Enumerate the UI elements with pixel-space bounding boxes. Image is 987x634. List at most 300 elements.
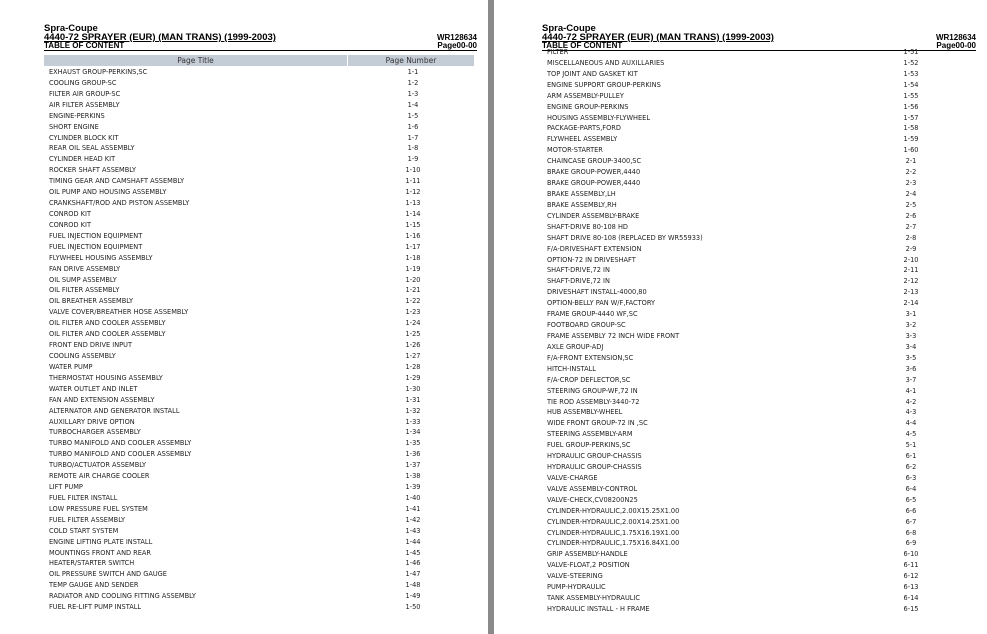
toc-entry-title: HYDRAULIC GROUP-CHASSIS bbox=[547, 463, 642, 472]
toc-entry-title: COOLING GROUP-SC bbox=[49, 78, 117, 87]
toc-entry-page: 6-1 bbox=[905, 452, 917, 461]
toc-entry-title: TOP JOINT AND GASKET KIT bbox=[547, 69, 638, 78]
toc-entry-title: VALVE COVER/BREATHER HOSE ASSEMBLY bbox=[49, 308, 189, 317]
toc-entry-page: 1-13 bbox=[405, 199, 421, 208]
toc-entry-title: BRAKE ASSEMBLY,RH bbox=[547, 200, 617, 209]
toc-entry-page: 2-14 bbox=[903, 299, 919, 308]
toc-entry-page: 6-11 bbox=[903, 561, 919, 570]
toc-entry-title: PACKAGE-PARTS,FORD bbox=[547, 124, 621, 133]
toc-entry-title: ARM ASSEMBLY-PULLEY bbox=[547, 91, 624, 100]
toc-entry-page: 1-32 bbox=[405, 406, 421, 415]
toc-entry-page: 2-8 bbox=[905, 233, 917, 242]
toc-entry-page: 1-26 bbox=[405, 341, 421, 350]
toc-entry-page: 2-4 bbox=[905, 189, 917, 198]
toc-entry-page: 4-1 bbox=[905, 386, 917, 395]
toc-entry-title: F/A-FRONT EXTENSION,SC bbox=[547, 353, 634, 362]
toc-row[interactable] bbox=[49, 427, 479, 438]
toc-entry-page: 1-55 bbox=[903, 91, 919, 100]
toc-entry-title: OIL FILTER ASSEMBLY bbox=[49, 286, 120, 295]
toc-entry-title: OPTION-72 IN DRIVESHAFT bbox=[547, 255, 636, 264]
toc-entry-title: FAN AND EXTENSION ASSEMBLY bbox=[49, 395, 155, 404]
toc-entry-title: REMOTE AIR CHARGE COOLER bbox=[49, 472, 150, 481]
toc-entry-title: FILTER bbox=[547, 48, 569, 56]
toc-entry-page: 1-8 bbox=[407, 144, 419, 153]
toc-list-left bbox=[49, 67, 479, 613]
toc-entry-page: 6-5 bbox=[905, 495, 917, 504]
toc-row[interactable] bbox=[547, 69, 977, 80]
toc-row[interactable] bbox=[49, 67, 479, 78]
toc-entry-page: 1-33 bbox=[405, 417, 421, 426]
toc-entry-title: MOTOR-STARTER bbox=[547, 146, 603, 155]
toc-entry-page: 5-1 bbox=[905, 441, 917, 450]
toc-entry-title: TURBOCHARGER ASSEMBLY bbox=[49, 428, 141, 437]
toc-row[interactable] bbox=[49, 493, 479, 504]
toc-entry-title: COLD START SYSTEM bbox=[49, 526, 119, 535]
toc-entry-title: VALVE-STEERING bbox=[547, 572, 603, 581]
toc-entry-title: CYLINDER-HYDRAULIC,2.00X15.25X1.00 bbox=[547, 506, 680, 515]
toc-entry-page: 2-11 bbox=[903, 266, 919, 275]
toc-entry-title: FUEL INJECTION EQUIPMENT bbox=[49, 231, 143, 240]
toc-row[interactable] bbox=[49, 340, 479, 351]
toc-row[interactable] bbox=[547, 364, 977, 375]
toc-entry-title: WATER OUTLET AND INLET bbox=[49, 384, 138, 393]
toc-row[interactable] bbox=[547, 298, 977, 309]
toc-entry-title: VALVE-FLOAT,2 POSITION bbox=[547, 561, 630, 570]
toc-entry-page: 1-17 bbox=[405, 242, 421, 251]
toc-row[interactable] bbox=[49, 209, 479, 220]
toc-entry-title: HOUSING ASSEMBLY-FLYWHEEL bbox=[547, 113, 651, 122]
toc-row[interactable] bbox=[49, 307, 479, 318]
toc-entry-page: 2-1 bbox=[905, 157, 917, 166]
toc-row[interactable] bbox=[49, 176, 479, 187]
toc-entry-title: OIL PUMP AND HOUSING ASSEMBLY bbox=[49, 188, 167, 197]
toc-row[interactable] bbox=[547, 560, 977, 571]
toc-entry-title: ENGINE SUPPORT GROUP-PERKINS bbox=[547, 80, 661, 89]
toc-label: TABLE OF CONTENT bbox=[44, 41, 125, 50]
toc-entry-page: 1-46 bbox=[405, 559, 421, 568]
toc-entry-title: FUEL INJECTION EQUIPMENT bbox=[49, 242, 143, 251]
toc-row[interactable] bbox=[49, 220, 479, 231]
toc-row[interactable] bbox=[49, 165, 479, 176]
toc-entry-page: 4-2 bbox=[905, 397, 917, 406]
toc-entry-title: ENGINE LIFTING PLATE INSTALL bbox=[49, 537, 153, 546]
toc-entry-page: 3-1 bbox=[905, 310, 917, 319]
toc-row[interactable] bbox=[547, 102, 977, 113]
toc-entry-title: ENGINE GROUP-PERKINS bbox=[547, 102, 629, 111]
toc-entry-title: VALVE-CHECK,CV08200N25 bbox=[547, 495, 638, 504]
toc-label: TABLE OF CONTENT bbox=[542, 41, 623, 50]
toc-entry-title: BRAKE GROUP-POWER,4440 bbox=[547, 168, 641, 177]
toc-entry-page: 1-4 bbox=[407, 100, 419, 109]
document-code: WR128634 bbox=[436, 33, 477, 42]
toc-row[interactable] bbox=[49, 198, 479, 209]
column-header-title: Page Title bbox=[44, 55, 347, 66]
toc-entry-title: SHAFT-DRIVE,72 IN bbox=[547, 266, 610, 275]
toc-row[interactable] bbox=[547, 265, 977, 276]
toc-entry-title: TANK ASSEMBLY-HYDRAULIC bbox=[547, 594, 640, 603]
toc-row[interactable] bbox=[547, 604, 977, 615]
brand-name: Spra-Coupe bbox=[542, 23, 596, 34]
toc-entry-page: 1-44 bbox=[405, 537, 421, 546]
toc-row[interactable] bbox=[547, 167, 977, 178]
toc-entry-page: 1-58 bbox=[903, 124, 919, 133]
toc-entry-page: 1-11 bbox=[405, 177, 421, 186]
toc-entry-title: MISCELLANEOUS AND AUXILLARIES bbox=[547, 58, 665, 67]
toc-entry-page: 3-7 bbox=[905, 375, 917, 384]
toc-entry-title: MOUNTINGS FRONT AND REAR bbox=[49, 548, 152, 557]
toc-entry-title: ENGINE-PERKINS bbox=[49, 111, 105, 120]
toc-row[interactable] bbox=[547, 255, 977, 266]
toc-entry-page: 1-7 bbox=[407, 133, 419, 142]
column-header-page: Page Number bbox=[348, 55, 474, 66]
toc-list-right bbox=[547, 47, 977, 615]
toc-entry-page: 1-9 bbox=[407, 155, 419, 164]
toc-entry-page: 1-22 bbox=[405, 297, 421, 306]
toc-entry-page: 6-2 bbox=[905, 463, 917, 472]
toc-row[interactable] bbox=[547, 549, 977, 560]
toc-entry-page: 2-6 bbox=[905, 211, 917, 220]
toc-entry-title: THERMOSTAT HOUSING ASSEMBLY bbox=[49, 373, 163, 382]
toc-row[interactable] bbox=[49, 122, 479, 133]
toc-entry-title: CYLINDER-HYDRAULIC,2.00X14.25X1.00 bbox=[547, 517, 680, 526]
toc-entry-page: 2-7 bbox=[905, 222, 917, 231]
toc-entry-title: CONROD KIT bbox=[49, 220, 91, 229]
toc-row[interactable] bbox=[49, 89, 479, 100]
toc-entry-title: FUEL FILTER INSTALL bbox=[49, 493, 118, 502]
toc-row[interactable] bbox=[547, 244, 977, 255]
toc-row[interactable] bbox=[547, 134, 977, 145]
toc-row[interactable] bbox=[547, 320, 977, 331]
toc-entry-page: 1-60 bbox=[903, 146, 919, 155]
toc-row[interactable] bbox=[49, 373, 479, 384]
toc-row[interactable] bbox=[547, 538, 977, 549]
toc-entry-title: FRAME GROUP-4440 WF,SC bbox=[547, 310, 638, 319]
toc-row[interactable] bbox=[547, 375, 977, 386]
toc-entry-page: 1-25 bbox=[405, 330, 421, 339]
toc-row[interactable] bbox=[49, 460, 479, 471]
toc-entry-title: OIL SUMP ASSEMBLY bbox=[49, 275, 117, 284]
toc-row[interactable] bbox=[547, 418, 977, 429]
toc-row[interactable] bbox=[49, 296, 479, 307]
toc-entry-title: CYLINDER-HYDRAULIC,1.75X16.84X1.00 bbox=[547, 539, 680, 548]
toc-row[interactable] bbox=[49, 406, 479, 417]
toc-entry-page: 1-42 bbox=[405, 515, 421, 524]
toc-entry-title: OIL FILTER AND COOLER ASSEMBLY bbox=[49, 319, 166, 328]
toc-row[interactable] bbox=[49, 231, 479, 242]
toc-entry-page: 1-52 bbox=[903, 58, 919, 67]
header-rule bbox=[44, 50, 477, 51]
toc-row[interactable] bbox=[49, 264, 479, 275]
toc-entry-title: CHAINCASE GROUP-3400,SC bbox=[547, 157, 642, 166]
toc-row[interactable] bbox=[49, 351, 479, 362]
toc-entry-page: 4-5 bbox=[905, 430, 917, 439]
toc-entry-page: 1-41 bbox=[405, 504, 421, 513]
toc-entry-title: VALVE-CHARGE bbox=[547, 473, 598, 482]
toc-row[interactable] bbox=[547, 145, 977, 156]
toc-entry-page: 1-47 bbox=[405, 570, 421, 579]
toc-row[interactable] bbox=[49, 591, 479, 602]
toc-row[interactable] bbox=[547, 80, 977, 91]
toc-entry-page: 1-57 bbox=[903, 113, 919, 122]
toc-entry-title: HEATER/STARTER SWITCH bbox=[49, 559, 135, 568]
toc-entry-title: CRANKSHAFT/ROD AND PISTON ASSEMBLY bbox=[49, 199, 190, 208]
toc-row[interactable] bbox=[547, 331, 977, 342]
toc-entry-page: 2-2 bbox=[905, 168, 917, 177]
toc-row[interactable] bbox=[547, 473, 977, 484]
toc-row[interactable] bbox=[547, 342, 977, 353]
toc-entry-title: STEERING ASSEMBLY-ARM bbox=[547, 430, 633, 439]
toc-entry-page: 1-59 bbox=[903, 135, 919, 144]
toc-row[interactable] bbox=[49, 318, 479, 329]
toc-row[interactable] bbox=[49, 526, 479, 537]
toc-entry-page: 4-4 bbox=[905, 419, 917, 428]
toc-row[interactable] bbox=[547, 287, 977, 298]
page-code: Page00-00 bbox=[936, 41, 976, 50]
toc-entry-page: 1-24 bbox=[405, 319, 421, 328]
toc-entry-page: 1-36 bbox=[405, 450, 421, 459]
toc-entry-title: FILTER AIR GROUP-SC bbox=[49, 89, 121, 98]
toc-entry-title: TURBO MANIFOLD AND COOLER ASSEMBLY bbox=[49, 439, 192, 448]
toc-entry-page: 1-5 bbox=[407, 111, 419, 120]
toc-entry-page: 4-3 bbox=[905, 408, 917, 417]
toc-entry-title: REAR OIL SEAL ASSEMBLY bbox=[49, 144, 135, 153]
toc-entry-title: LIFT PUMP bbox=[49, 483, 83, 492]
toc-row[interactable] bbox=[547, 528, 977, 539]
toc-row[interactable] bbox=[547, 189, 977, 200]
toc-entry-page: 2-9 bbox=[905, 244, 917, 253]
toc-row[interactable] bbox=[547, 47, 977, 58]
toc-entry-title: STEERING GROUP-WF,72 IN bbox=[547, 386, 638, 395]
toc-entry-page: 1-37 bbox=[405, 461, 421, 470]
toc-row[interactable] bbox=[547, 211, 977, 222]
toc-entry-page: 1-40 bbox=[405, 493, 421, 502]
toc-row[interactable] bbox=[49, 504, 479, 515]
toc-row[interactable] bbox=[49, 602, 479, 613]
toc-row[interactable] bbox=[49, 384, 479, 395]
toc-entry-page: 6-15 bbox=[903, 605, 919, 614]
toc-entry-title: EXHAUST GROUP-PERKINS,SC bbox=[49, 68, 148, 76]
toc-entry-page: 1-21 bbox=[405, 286, 421, 295]
toc-row[interactable] bbox=[547, 309, 977, 320]
toc-row[interactable] bbox=[49, 438, 479, 449]
toc-row[interactable] bbox=[547, 91, 977, 102]
toc-entry-page: 1-2 bbox=[407, 78, 419, 87]
toc-row[interactable] bbox=[547, 178, 977, 189]
toc-entry-title: FUEL GROUP-PERKINS,SC bbox=[547, 441, 631, 450]
toc-entry-title: AXLE GROUP-ADJ bbox=[547, 342, 604, 351]
toc-entry-title: TIE ROD ASSEMBLY-3440-72 bbox=[547, 397, 640, 406]
toc-row[interactable] bbox=[49, 154, 479, 165]
toc-row[interactable] bbox=[49, 111, 479, 122]
toc-entry-page: 1-34 bbox=[405, 428, 421, 437]
toc-row[interactable] bbox=[49, 395, 479, 406]
toc-entry-page: 2-10 bbox=[903, 255, 919, 264]
toc-row[interactable] bbox=[547, 462, 977, 473]
toc-row[interactable] bbox=[49, 569, 479, 580]
document-title: 4440-72 SPRAYER (EUR) (MAN TRANS) (1999-2003) bbox=[542, 32, 774, 43]
toc-entry-title: F/A-DRIVESHAFT EXTENSION bbox=[547, 244, 642, 253]
toc-entry-title: TURBO/ACTUATOR ASSEMBLY bbox=[49, 461, 147, 470]
document-title: 4440-72 SPRAYER (EUR) (MAN TRANS) (1999-2003) bbox=[44, 32, 276, 43]
toc-entry-page: 1-18 bbox=[405, 253, 421, 262]
toc-entry-page: 1-29 bbox=[405, 373, 421, 382]
toc-entry-title: HYDRAULIC GROUP-CHASSIS bbox=[547, 452, 642, 461]
toc-row[interactable] bbox=[49, 482, 479, 493]
toc-entry-page: 1-51 bbox=[903, 48, 919, 56]
toc-entry-title: PUMP-HYDRAULIC bbox=[547, 583, 606, 592]
toc-row[interactable] bbox=[49, 362, 479, 373]
toc-row[interactable] bbox=[547, 58, 977, 69]
toc-row[interactable] bbox=[547, 451, 977, 462]
toc-entry-page: 1-16 bbox=[405, 231, 421, 240]
toc-entry-page: 1-6 bbox=[407, 122, 419, 131]
toc-row[interactable] bbox=[49, 242, 479, 253]
toc-entry-page: 2-13 bbox=[903, 288, 919, 297]
toc-entry-title: SHORT ENGINE bbox=[49, 122, 99, 131]
toc-entry-page: 1-1 bbox=[407, 68, 419, 76]
right-page bbox=[494, 0, 987, 634]
toc-entry-page: 1-20 bbox=[405, 275, 421, 284]
toc-row[interactable] bbox=[49, 449, 479, 460]
toc-row[interactable] bbox=[49, 78, 479, 89]
toc-entry-title: SHAFT-DRIVE 80-108 HD bbox=[547, 222, 628, 231]
toc-entry-title: HITCH-INSTALL bbox=[547, 364, 596, 373]
left-page bbox=[0, 0, 488, 634]
toc-entry-page: 2-3 bbox=[905, 179, 917, 188]
toc-row[interactable] bbox=[547, 429, 977, 440]
toc-row[interactable] bbox=[49, 285, 479, 296]
toc-row[interactable] bbox=[547, 353, 977, 364]
toc-entry-page: 6-9 bbox=[905, 539, 917, 548]
brand-name: Spra-Coupe bbox=[44, 23, 98, 34]
toc-entry-title: AIR FILTER ASSEMBLY bbox=[49, 100, 120, 109]
toc-row[interactable] bbox=[547, 440, 977, 451]
toc-row[interactable] bbox=[547, 222, 977, 233]
toc-entry-page: 1-28 bbox=[405, 362, 421, 371]
toc-entry-title: BRAKE GROUP-POWER,4440 bbox=[547, 179, 641, 188]
toc-row[interactable] bbox=[49, 515, 479, 526]
toc-entry-title: BRAKE ASSEMBLY,LH bbox=[547, 189, 616, 198]
toc-entry-title: COOLING ASSEMBLY bbox=[49, 351, 116, 360]
toc-entry-page: 1-27 bbox=[405, 351, 421, 360]
toc-entry-page: 1-39 bbox=[405, 483, 421, 492]
toc-entry-title: ROCKER SHAFT ASSEMBLY bbox=[49, 166, 137, 175]
toc-entry-page: 6-12 bbox=[903, 572, 919, 581]
toc-entry-title: FAN DRIVE ASSEMBLY bbox=[49, 264, 121, 273]
toc-entry-page: 1-49 bbox=[405, 592, 421, 601]
toc-row[interactable] bbox=[49, 471, 479, 482]
toc-row[interactable] bbox=[49, 548, 479, 559]
toc-entry-page: 3-4 bbox=[905, 342, 917, 351]
toc-entry-page: 1-30 bbox=[405, 384, 421, 393]
toc-entry-title: HUB ASSEMBLY-WHEEL bbox=[547, 408, 623, 417]
toc-row[interactable] bbox=[547, 123, 977, 134]
toc-entry-page: 6-8 bbox=[905, 528, 917, 537]
toc-row[interactable] bbox=[49, 143, 479, 154]
toc-entry-page: 3-5 bbox=[905, 353, 917, 362]
toc-entry-page: 1-3 bbox=[407, 89, 419, 98]
toc-entry-title: DRIVESHAFT INSTALL-4000,80 bbox=[547, 288, 647, 297]
toc-row[interactable] bbox=[49, 275, 479, 286]
toc-row[interactable] bbox=[547, 386, 977, 397]
toc-entry-title: CYLINDER BLOCK KIT bbox=[49, 133, 119, 142]
toc-entry-title: TEMP GAUGE AND SENDER bbox=[49, 581, 139, 590]
toc-row[interactable] bbox=[547, 407, 977, 418]
toc-entry-page: 6-6 bbox=[905, 506, 917, 515]
toc-row[interactable] bbox=[547, 593, 977, 604]
toc-entry-title: FRONT END DRIVE INPUT bbox=[49, 341, 132, 350]
toc-row[interactable] bbox=[49, 558, 479, 569]
toc-entry-page: 1-43 bbox=[405, 526, 421, 535]
toc-entry-title: WIDE FRONT GROUP-72 IN ,SC bbox=[547, 419, 648, 428]
toc-entry-title: FOOTBOARD GROUP-SC bbox=[547, 321, 626, 330]
toc-entry-page: 2-12 bbox=[903, 277, 919, 286]
toc-entry-page: 1-50 bbox=[405, 603, 421, 612]
toc-row[interactable] bbox=[49, 417, 479, 428]
toc-entry-title: GRIP ASSEMBLY-HANDLE bbox=[547, 550, 628, 559]
toc-entry-title: OIL PRESSURE SWITCH AND GAUGE bbox=[49, 570, 167, 579]
toc-row[interactable] bbox=[49, 133, 479, 144]
toc-entry-page: 1-53 bbox=[903, 69, 919, 78]
toc-row[interactable] bbox=[49, 253, 479, 264]
toc-row[interactable] bbox=[547, 484, 977, 495]
toc-row[interactable] bbox=[547, 113, 977, 124]
toc-entry-title: ALTERNATOR AND GENERATOR INSTALL bbox=[49, 406, 180, 415]
toc-row[interactable] bbox=[547, 506, 977, 517]
toc-entry-page: 6-13 bbox=[903, 583, 919, 592]
toc-entry-page: 6-4 bbox=[905, 484, 917, 493]
document-code: WR128634 bbox=[935, 33, 976, 42]
page-code: Page00-00 bbox=[437, 41, 477, 50]
toc-row[interactable] bbox=[547, 582, 977, 593]
toc-entry-title: WATER PUMP bbox=[49, 362, 93, 371]
toc-entry-page: 1-15 bbox=[405, 220, 421, 229]
toc-row[interactable] bbox=[547, 156, 977, 167]
toc-entry-title: CYLINDER ASSEMBLY-BRAKE bbox=[547, 211, 640, 220]
toc-row[interactable] bbox=[547, 495, 977, 506]
toc-entry-title: TIMING GEAR AND CAMSHAFT ASSEMBLY bbox=[49, 177, 185, 186]
toc-entry-title: RADIATOR AND COOLING FITTING ASSEMBLY bbox=[49, 592, 196, 601]
toc-row[interactable] bbox=[547, 276, 977, 287]
toc-entry-title: CONROD KIT bbox=[49, 209, 91, 218]
toc-row[interactable] bbox=[547, 233, 977, 244]
toc-row[interactable] bbox=[49, 537, 479, 548]
toc-row[interactable] bbox=[49, 580, 479, 591]
toc-row[interactable] bbox=[49, 329, 479, 340]
toc-entry-title: FLYWHEEL HOUSING ASSEMBLY bbox=[49, 253, 153, 262]
toc-row[interactable] bbox=[49, 100, 479, 111]
toc-row[interactable] bbox=[49, 187, 479, 198]
toc-row[interactable] bbox=[547, 517, 977, 528]
toc-entry-title: VALVE ASSEMBLY-CONTROL bbox=[547, 484, 638, 493]
toc-entry-page: 3-6 bbox=[905, 364, 917, 373]
toc-row[interactable] bbox=[547, 571, 977, 582]
toc-row[interactable] bbox=[547, 397, 977, 408]
toc-row[interactable] bbox=[547, 200, 977, 211]
toc-entry-page: 1-19 bbox=[405, 264, 421, 273]
toc-entry-title: FUEL FILTER ASSEMBLY bbox=[49, 515, 126, 524]
toc-entry-page: 3-2 bbox=[905, 321, 917, 330]
toc-entry-page: 1-23 bbox=[405, 308, 421, 317]
toc-entry-page: 1-14 bbox=[405, 209, 421, 218]
toc-entry-page: 1-31 bbox=[405, 395, 421, 404]
toc-entry-page: 6-14 bbox=[903, 594, 919, 603]
toc-entry-title: OIL FILTER AND COOLER ASSEMBLY bbox=[49, 330, 166, 339]
toc-entry-page: 3-3 bbox=[905, 331, 917, 340]
toc-entry-page: 6-3 bbox=[905, 473, 917, 482]
toc-entry-page: 1-38 bbox=[405, 472, 421, 481]
toc-entry-page: 2-5 bbox=[905, 200, 917, 209]
